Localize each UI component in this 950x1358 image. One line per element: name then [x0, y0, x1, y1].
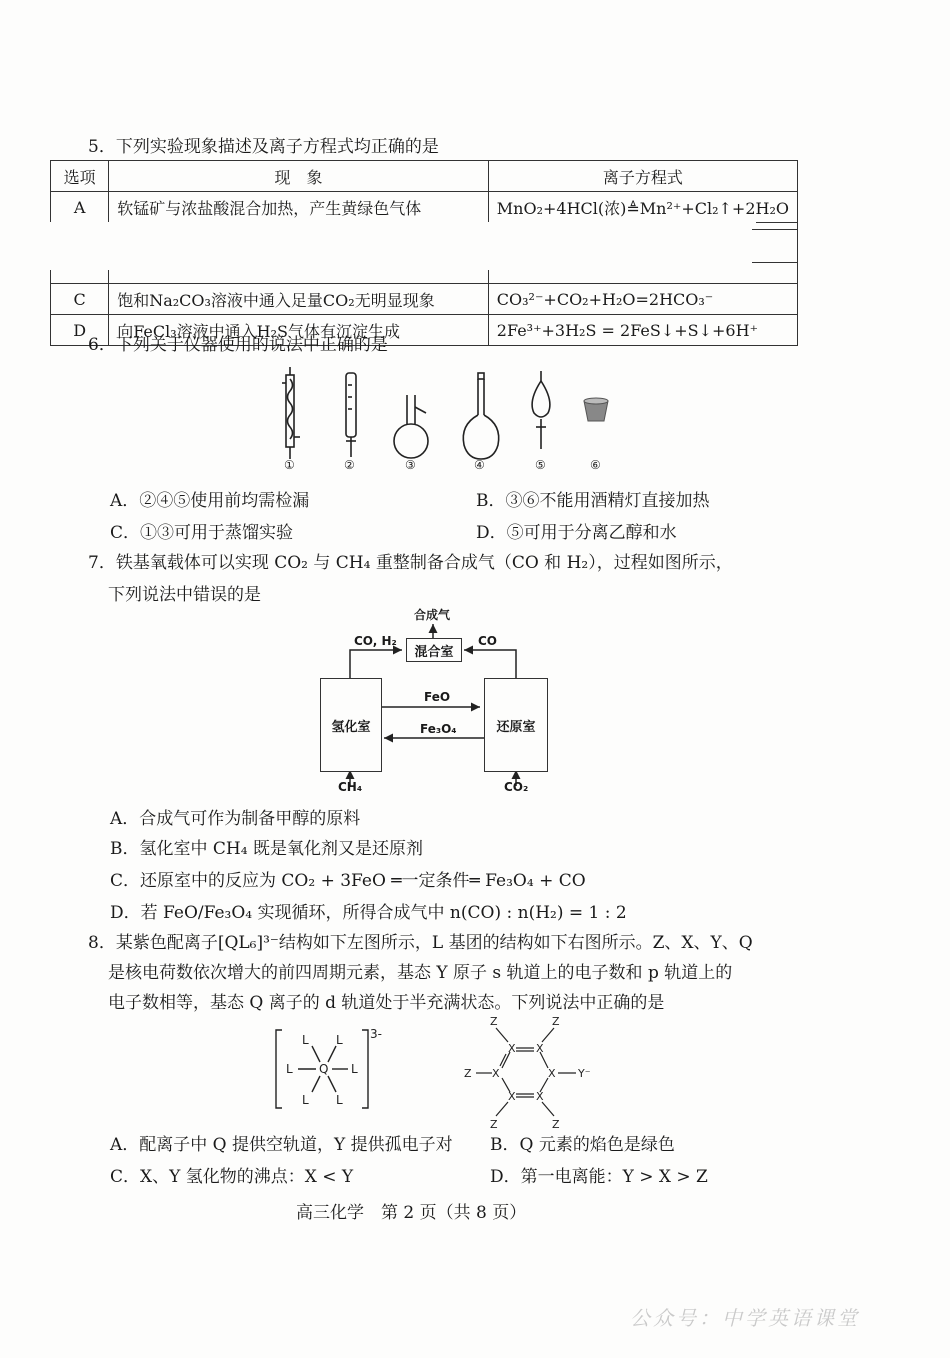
crucible-icon — [584, 398, 608, 421]
co-label: CO — [478, 634, 498, 648]
volumetric-flask-icon — [463, 373, 498, 459]
svg-text:Z: Z — [490, 1015, 498, 1028]
row-phenomenon: 软锰矿与浓盐酸混合加热，产生黄绿色气体 — [109, 192, 489, 223]
q7-option-a: A．合成气可作为制备甲醇的原料 — [110, 809, 361, 829]
row-equation: MnO₂+4HCl(浓)≜Mn²⁺+Cl₂↑+2H₂O — [488, 192, 797, 223]
complex-ion-structure — [272, 1024, 392, 1114]
q8-option-d: D．第一电离能：Y > X > Z — [490, 1167, 708, 1187]
q5-stem: 5．下列实验现象描述及离子方程式均正确的是 — [88, 137, 439, 157]
q7-option-d: D．若 FeO/Fe₃O₄ 实现循环，所得合成气中 n(CO) : n(H₂) = 1 : 2 — [110, 903, 627, 923]
svg-text:Y⁻: Y⁻ — [578, 1067, 591, 1080]
distillation-flask-icon — [394, 395, 428, 458]
row-option: D — [51, 315, 109, 346]
header-option: 选项 — [51, 161, 109, 192]
apparatus-label: ⑥ — [590, 458, 601, 472]
watermark: 公众号：中学英语课堂 — [630, 1306, 860, 1330]
svg-text:X: X — [508, 1042, 516, 1055]
q8-stem-line2: 是核电荷数依次增大的前四周期元素，基态 Y 原子 s 轨道上的电子数和 p 轨道上的 — [108, 963, 733, 983]
q7-stem-line2: 下列说法中错误的是 — [108, 585, 261, 605]
svg-text:X: X — [536, 1042, 544, 1055]
svg-text:Z: Z — [464, 1067, 472, 1080]
svg-text:X: X — [548, 1067, 556, 1080]
fe3o4-label: Fe₃O₄ — [420, 722, 457, 736]
svg-text:Z: Z — [552, 1118, 560, 1131]
q8-option-c: C．X、Y 氢化物的沸点：X < Y — [110, 1167, 354, 1187]
row-phenomenon: 饱和Na₂CO₃溶液中通入足量CO₂无明显现象 — [109, 284, 489, 315]
table-row — [51, 192, 798, 223]
apparatus-figure — [260, 365, 640, 475]
svg-text:L: L — [286, 1062, 293, 1076]
svg-text:X: X — [508, 1090, 516, 1103]
table-row — [51, 284, 798, 315]
q6-stem: 6．下列关于仪器使用的说法中正确的是 — [88, 335, 388, 355]
q6-option-a: A．②④⑤使用前均需检漏 — [110, 491, 310, 511]
apparatus-label: ① — [284, 458, 295, 472]
q6-option-c: C．①③可用于蒸馏实验 — [110, 523, 294, 543]
hydrogenation-chamber: 氢化室 — [320, 678, 382, 772]
header-equation: 离子方程式 — [488, 161, 797, 192]
feo-label: FeO — [424, 690, 451, 704]
occlusion-band — [40, 222, 756, 270]
header-phenomenon: 现 象 — [109, 161, 489, 192]
svg-text:Z: Z — [552, 1015, 560, 1028]
row-phenomenon: 向FeCl₃溶液中通入H₂S气体有沉淀生成 — [109, 315, 489, 346]
q8-stem-line1: 8．某紫色配离子[QL₆]³⁻结构如下左图所示，L 基团的结构如下右图所示。Z、X、Y、Q — [88, 933, 753, 953]
q8-option-b: B．Q 元素的焰色是绿色 — [490, 1135, 675, 1155]
q6-option-b: B．③⑥不能用酒精灯直接加热 — [476, 491, 710, 511]
q7-stem-line1: 7．铁基氧载体可以实现 CO₂ 与 CH₄ 重整制备合成气（CO 和 H₂），过程如图所示， — [88, 553, 733, 573]
row-option: C — [51, 284, 109, 315]
burette-icon — [346, 373, 356, 457]
svg-text:L: L — [336, 1033, 343, 1047]
separatory-funnel-icon — [532, 371, 550, 449]
syngas-label: 合成气 — [414, 608, 451, 622]
q7-option-c: C．还原室中的反应为 CO₂ + 3FeO ═一定条件═ Fe₃O₄ + CO — [110, 871, 586, 891]
apparatus-label: ② — [344, 458, 355, 472]
svg-text:L: L — [336, 1093, 343, 1107]
svg-text:Q: Q — [319, 1062, 329, 1076]
q7-option-b: B．氢化室中 CH₄ 既是氧化剂又是还原剂 — [110, 839, 423, 859]
q6-option-d: D．⑤可用于分离乙醇和水 — [476, 523, 677, 543]
ligand-structure — [460, 1012, 600, 1132]
reduction-chamber: 还原室 — [484, 678, 548, 772]
svg-text:L: L — [302, 1093, 309, 1107]
q8-option-a: A．配离子中 Q 提供空轨道，Y 提供孤电子对 — [110, 1135, 453, 1155]
apparatus-label: ④ — [474, 458, 485, 472]
svg-text:Z: Z — [490, 1118, 498, 1131]
co-h2-label: CO, H₂ — [354, 634, 397, 648]
svg-text:X: X — [492, 1067, 500, 1080]
table-header-row — [51, 161, 798, 192]
q8-stem-line3: 电子数相等，基态 Q 离子的 d 轨道处于半充满状态。下列说法中正确的是 — [108, 993, 665, 1013]
apparatus-label: ③ — [405, 458, 416, 472]
row-option: A — [51, 192, 109, 223]
ch4-label: CH₄ — [338, 780, 363, 794]
co2-label: CO₂ — [504, 780, 529, 794]
condenser-icon — [282, 367, 300, 459]
apparatus-label: ⑤ — [535, 458, 546, 472]
svg-text:X: X — [536, 1090, 544, 1103]
ion-charge: 3- — [370, 1027, 382, 1041]
page-footer: 高三化学 第 2 页（共 8 页） — [296, 1203, 527, 1223]
mixing-chamber: 混合室 — [406, 638, 462, 662]
svg-text:L: L — [351, 1062, 358, 1076]
row-equation: 2Fe³⁺+3H₂S = 2FeS↓+S↓+6H⁺ — [488, 315, 797, 346]
row-equation: CO₃²⁻+CO₂+H₂O=2HCO₃⁻ — [488, 284, 797, 315]
svg-text:L: L — [302, 1033, 309, 1047]
